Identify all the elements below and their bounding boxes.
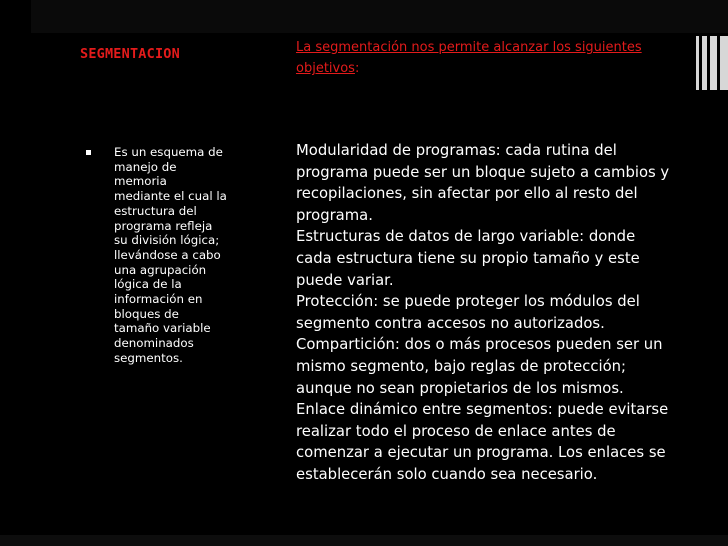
- vertical-bars-icon: [696, 36, 728, 90]
- definition-list: [86, 145, 246, 366]
- definition-item: Es un esquema de manejo de memoria mediante el cual la estructura del programa refleja su división lógica; llevándose a cabo una agrupación lógica de la información en bloques de tamaño variable denominados segmentos.: [114, 145, 227, 365]
- top-decorative-strip: [31, 0, 728, 33]
- bottom-decorative-strip: [0, 535, 728, 546]
- objective-sharing: Compartición: dos o más procesos pueden ser un mismo segmento, bajo reglas de protección; aunque no sean propietarios de los mismos.: [296, 336, 663, 397]
- objective-protection: Protección: se puede proteger los módulos del segmento contra accesos no autorizados.: [296, 293, 640, 332]
- objective-modularity: Modularidad de programas: cada rutina del programa puede ser un bloque sujeto a cambios y recopilaciones, sin afectar por ello al resto del programa.: [296, 142, 670, 224]
- square-bullet-icon: [86, 150, 91, 155]
- objectives-intro-main: La segmentación nos permite alcanzar los siguientes objetivos: [296, 40, 642, 76]
- objectives-intro-colon: :: [354, 61, 360, 76]
- objective-data-structures: Estructuras de datos de largo variable: donde cada estructura tiene su propio tamaño y este puede variar.: [296, 228, 640, 289]
- objectives-intro: [296, 37, 676, 79]
- objectives-list: [296, 140, 696, 486]
- slide-title: SEGMENTACION: [80, 46, 180, 62]
- objective-dynamic-linking: Enlace dinámico entre segmentos: puede evitarse realizar todo el proceso de enlace antes de comenzar a ejecutar un programa. Los enlaces se establecerán solo cuando sea necesario.: [296, 401, 669, 483]
